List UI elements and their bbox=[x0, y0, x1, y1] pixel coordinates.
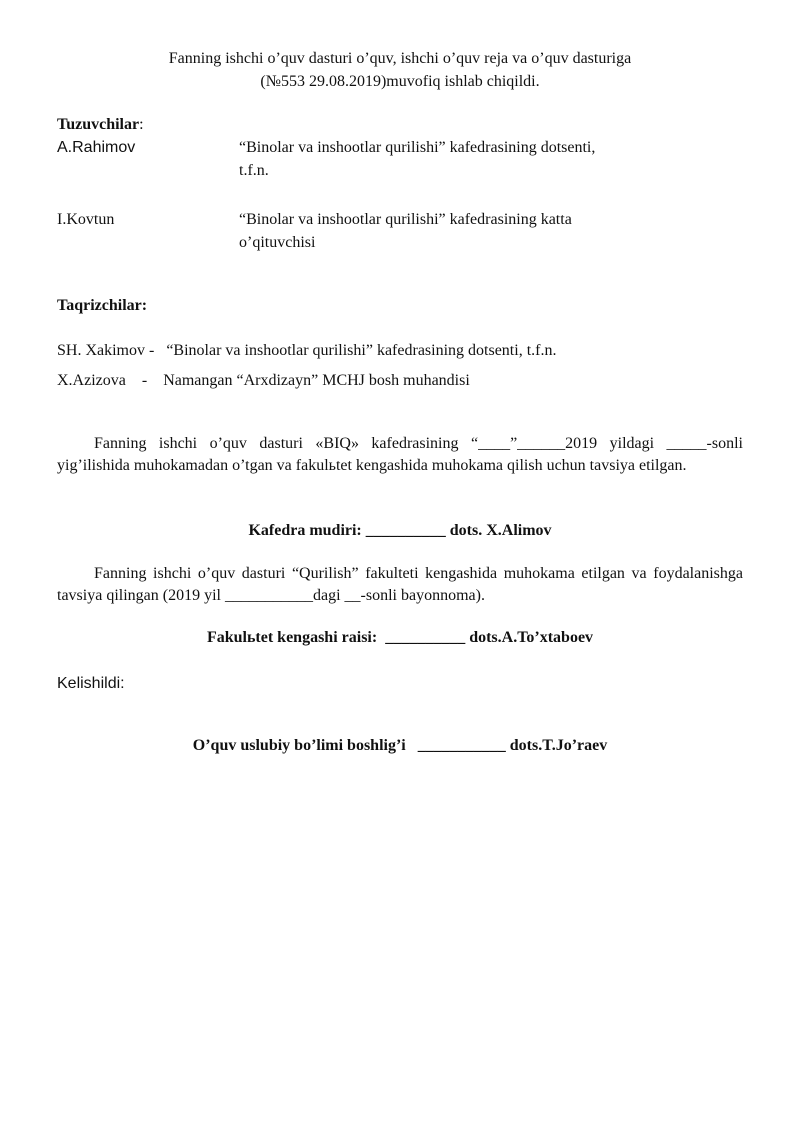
reviewer-role-2: Namangan “Arxdizayn” MCHJ bosh muhandisi bbox=[163, 372, 470, 389]
reviewer-row-1 bbox=[57, 340, 556, 362]
department-recommendation-paragraph: Fanning ishchi o’quv dasturi «BIQ» kafedrasining “____”______2019 yildagi _____-sonli yig’ilishida muhokamadan o’tgan va fakulьtet kengashida muhokama qilish uchun tavsiya etilgan. bbox=[57, 435, 743, 474]
department-head-label: Kafedra mudiri: bbox=[248, 522, 362, 539]
author-name-2: I.Kovtun bbox=[57, 211, 115, 228]
agreed-label: Kelishildi: bbox=[57, 675, 125, 692]
faculty-chair-label: Fakulьtet kengashi raisi: bbox=[206, 629, 378, 646]
header-line-1: Fanning ishchi o’quv dasturi o’quv, ishchi o’quv reja va o’quv dasturiga bbox=[168, 50, 632, 67]
authors-heading bbox=[57, 114, 144, 136]
author-role-2-line-1: “Binolar va inshootlar qurilishi” kafedrasining katta bbox=[239, 211, 572, 228]
methodology-head-blank: ___________ bbox=[417, 737, 506, 754]
authors-heading-colon: : bbox=[139, 116, 144, 133]
reviewer-name-2: X.Azizova - bbox=[57, 372, 148, 389]
department-head-name: dots. X.Alimov bbox=[449, 522, 552, 539]
authors-heading-text: Tuzuvchilar bbox=[57, 116, 140, 133]
faculty-chair-blank: __________ bbox=[385, 629, 466, 646]
methodology-head-signature bbox=[57, 735, 743, 757]
methodology-head-label: O’quv uslubiy bo’limi boshlig’i bbox=[192, 737, 406, 754]
reviewers-heading: Taqrizchilar: bbox=[57, 297, 148, 314]
faculty-chair-signature bbox=[57, 627, 743, 649]
header-line-2: (№553 29.08.2019)muvofiq ishlab chiqildi. bbox=[260, 73, 540, 90]
reviewer-name-1: SH. Xakimov - bbox=[57, 342, 155, 359]
author-role-1-line-1: “Binolar va inshootlar qurilishi” kafedrasining dotsenti, bbox=[239, 139, 596, 156]
methodology-head-name: dots.T.Jo’raev bbox=[509, 737, 608, 754]
reviewer-row-2 bbox=[57, 370, 470, 392]
faculty-chair-name: dots.A.To’xtaboev bbox=[469, 629, 594, 646]
author-name-1: A.Rahimov bbox=[57, 139, 136, 156]
department-head-signature bbox=[57, 520, 743, 542]
reviewer-role-1: “Binolar va inshootlar qurilishi” kafedrasining dotsenti, t.f.n. bbox=[166, 342, 557, 359]
author-role-2-line-2: o’qituvchisi bbox=[239, 234, 316, 251]
author-role-1-line-2: t.f.n. bbox=[239, 162, 269, 179]
faculty-recommendation-paragraph: Fanning ishchi o’quv dasturi “Qurilish” fakulteti kengashida muhokama etilgan va foydalanishga tavsiya qilingan (2019 yil ___________dagi __-sonli bayonnoma). bbox=[57, 565, 743, 604]
department-head-blank: __________ bbox=[365, 522, 446, 539]
